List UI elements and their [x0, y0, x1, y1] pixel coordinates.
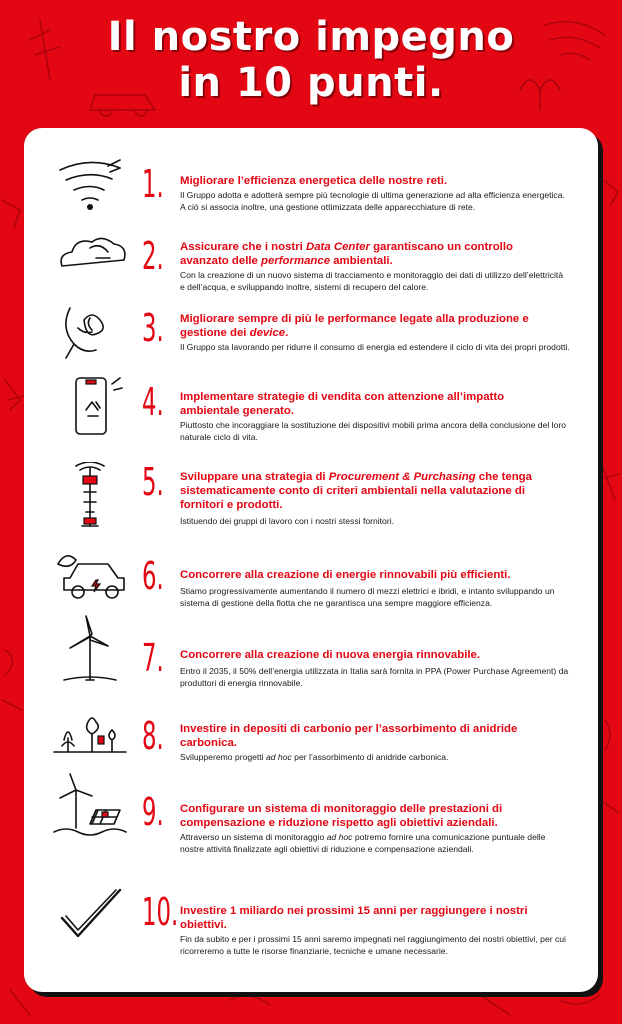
title-line-1: Il nostro impegno [107, 14, 515, 60]
commitment-number: 9. [142, 790, 164, 834]
commitment-body [180, 832, 570, 855]
commitment-number: 10. [142, 890, 179, 934]
text-segment: Istituendo dei gruppi di lavoro con i nostri stessi fornitori. [180, 516, 394, 526]
commitment-number: 2. [142, 234, 164, 278]
commitment-number: 5. [142, 460, 164, 504]
turbine-solar-panel-icon [50, 772, 130, 842]
text-segment: che tenga sistematicamente conto di criteri ambientali nella valutazione di fornitori e prodotti. [180, 471, 532, 511]
commitment-heading [180, 390, 560, 418]
italic-text: ad hoc [265, 752, 292, 762]
italic-text: Procurement & Purchasing [328, 471, 476, 483]
commitment-body [180, 270, 570, 293]
commitment-number: 3. [142, 306, 164, 350]
text-segment: Sviluppare una strategia di [180, 471, 329, 483]
italic-text: device [249, 327, 286, 339]
text-segment: garantiscano un controllo avanzato delle [180, 241, 513, 267]
text-segment: Concorrere alla creazione di energie rinnovabili più efficienti. [180, 569, 511, 581]
commitment-body [180, 752, 570, 764]
text-segment: Svilupperemo progetti [180, 752, 266, 762]
text-segment: Stiamo progressivamente aumentando il numero di mezzi elettrici e ibridi, e intanto sviluppando un sistema di gestione della flotta che ne garantisca una sempre maggiore efficienza. [180, 586, 555, 608]
text-segment: Concorrere alla creazione di nuova energia rinnovabile. [180, 649, 481, 661]
italic-text: performance [261, 255, 331, 267]
text-segment: Attraverso un sistema di monitoraggio [180, 832, 327, 842]
text-segment: Migliorare l’efficienza energetica delle nostre reti. [180, 175, 448, 187]
italic-text: Data Center [305, 241, 370, 253]
text-segment: Configurare un sistema di monitoraggio delle prestazioni di compensazione e riduzione rispetto agli obiettivi aziendali. [180, 803, 503, 829]
commitment-heading [180, 312, 560, 340]
text-segment: Fin da subito e per i prossimi 15 anni saremo impegnati nel raggiungimento dei nostri obiettivi, per cui ricorreremo a tutte le risorse finanziarie, tecniche e umane necessarie. [180, 934, 566, 956]
commitment-body [180, 342, 570, 354]
commitments-card [24, 128, 598, 992]
commitment-body [180, 586, 570, 609]
title-line-2: in 10 punti. [178, 60, 444, 106]
commitment-number: 1. [142, 162, 164, 206]
text-segment: Investire 1 miliardo nei prossimi 15 anni per raggiungere i nostri obiettivi. [180, 905, 528, 931]
text-segment: Il Gruppo adotta e adotterà sempre più tecnologie di ultima generazione ad alta efficienza energetica. A ciò si associa inoltre, una gestione ottimizzata delle apparecchiature di rete. [180, 190, 565, 212]
text-segment: Il Gruppo sta lavorando per ridurre il consumo di energia ed estendere il ciclo di vita dei propri prodotti. [180, 342, 570, 352]
commitment-body [180, 934, 570, 957]
recycle-phone-icon [50, 372, 130, 442]
italic-text: ad hoc [326, 832, 353, 842]
commitment-heading [180, 904, 560, 932]
electric-car-icon [50, 544, 130, 614]
text-segment: Investire in depositi di carbonio per l’assorbimento di anidride carbonica. [180, 723, 518, 749]
commitment-heading [180, 240, 560, 268]
commitment-body [180, 516, 570, 528]
cloud-icon [50, 228, 130, 298]
antenna-tower-icon [50, 462, 130, 532]
commitment-number: 7. [142, 636, 164, 680]
commitment-heading [180, 568, 560, 582]
commitment-number: 4. [142, 380, 164, 424]
commitment-heading [180, 648, 560, 662]
wind-turbine-icon [50, 614, 130, 684]
commitment-body [180, 420, 570, 443]
text-segment: Assicurare che i nostri [180, 241, 306, 253]
checkmark-icon [50, 882, 130, 952]
commitment-number: 8. [142, 714, 164, 758]
wifi-signal-icon [50, 152, 130, 222]
trees-icon [50, 706, 130, 776]
text-segment: Implementare strategie di vendita con attenzione all’impatto ambientale generato. [180, 391, 505, 417]
text-segment: per l’assorbimento di anidride carbonica. [291, 752, 449, 762]
page-title [0, 14, 622, 106]
commitment-body [180, 190, 570, 213]
leaf-hand-icon [50, 298, 130, 368]
commitment-heading [180, 722, 560, 750]
commitment-body [180, 666, 570, 689]
commitment-number: 6. [142, 554, 164, 598]
text-segment: Migliorare sempre di più le performance legate alla produzione e gestione dei [180, 313, 529, 339]
commitment-heading [180, 470, 560, 512]
commitment-heading [180, 174, 560, 188]
text-segment: Entro il 2035, il 50% dell’energia utilizzata in Italia sarà fornita in PPA (Power Purchase Agreement) da produttori di energia rinnovabile. [180, 666, 569, 688]
text-segment: . [285, 327, 289, 339]
commitment-heading [180, 802, 560, 830]
text-segment: Piuttosto che incoraggiare la sostituzione dei dispositivi mobili prima ancora della conclusione del loro naturale ciclo di vita. [180, 420, 566, 442]
text-segment: Con la creazione di un nuovo sistema di tracciamento e monitoraggio dei dati di utilizzo dell’elettricità e dell’acqua, e sviluppando inoltre, sistemi di recupero del calore. [180, 270, 564, 292]
text-segment: ambientali. [330, 255, 393, 267]
text-segment: potremo fornire una comunicazione puntuale delle nostre attività finalizzate agli obiettivi di riduzione e compensazione aziendali. [180, 832, 546, 854]
